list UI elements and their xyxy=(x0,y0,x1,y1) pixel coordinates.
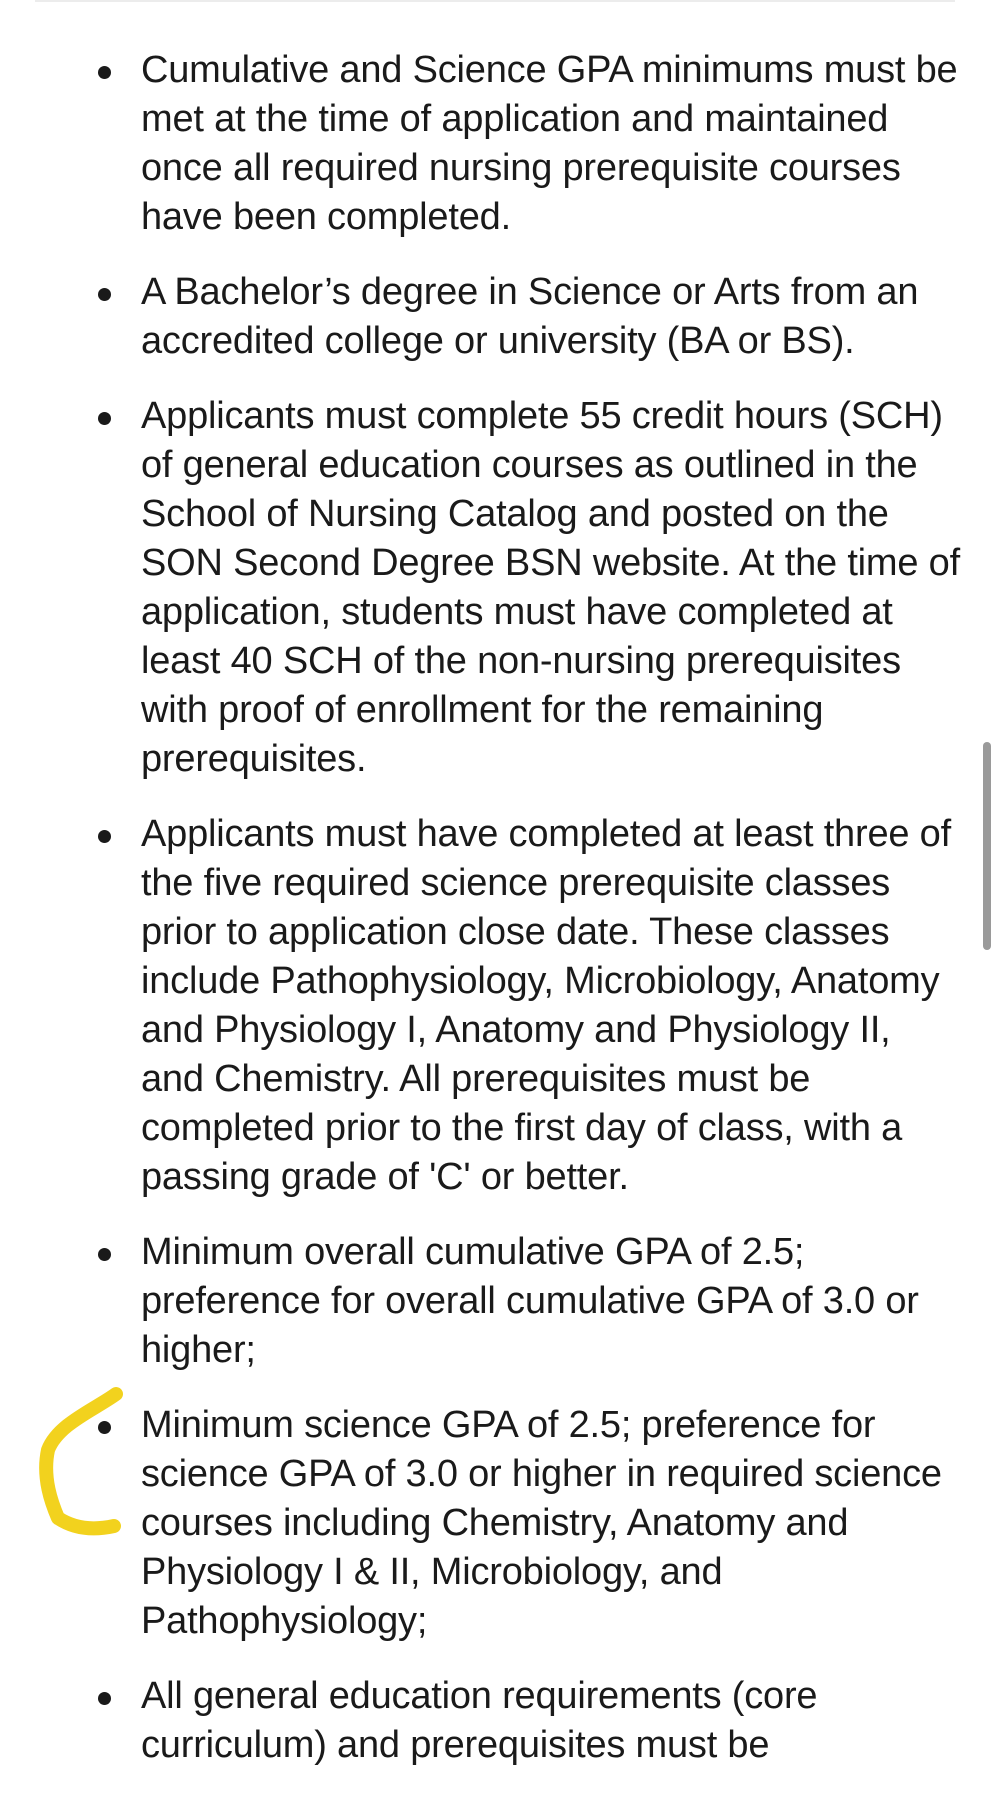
requirement-item-science-prerequisites xyxy=(0,810,1000,1202)
bullet-icon xyxy=(98,288,111,301)
requirements-list xyxy=(0,46,1000,1796)
highlighter-stroke xyxy=(46,1394,116,1528)
requirement-text: Minimum overall cumulative GPA of 2.5; preference for overall cumulative GPA of 3.0 or higher; xyxy=(141,1231,919,1371)
requirement-item-general-education xyxy=(0,1672,1000,1770)
bullet-icon xyxy=(98,830,111,843)
requirement-item-gpa-minimums xyxy=(0,46,1000,242)
requirement-item-bachelors-degree xyxy=(0,268,1000,366)
scrollbar-thumb[interactable] xyxy=(983,742,991,950)
bullet-icon xyxy=(98,1692,111,1705)
requirement-item-cumulative-gpa xyxy=(0,1228,1000,1375)
highlighter-bracket-annotation xyxy=(36,1380,136,1540)
bullet-icon xyxy=(98,412,111,425)
requirement-item-credit-hours xyxy=(0,392,1000,784)
requirement-text: Minimum science GPA of 2.5; preference for science GPA of 3.0 or higher in required science courses including Chemistry, Anatomy and Physiology I & II, Microbiology, and Pathophysiology; xyxy=(141,1404,942,1642)
requirement-text: Applicants must have completed at least three of the five required science prerequisite classes prior to application close date. These classes include Pathophysiology, Microbiology, Anatomy and Physiology I, Anatomy and Physiology II, and Chemistry. All prerequisites must be completed prior to the first day of class, with a passing grade of 'C' or better. xyxy=(141,813,951,1198)
requirement-text: All general education requirements (core curriculum) and prerequisites must be xyxy=(141,1675,818,1766)
requirement-item-science-gpa xyxy=(0,1401,1000,1646)
requirement-text: Cumulative and Science GPA minimums must be met at the time of application and maintained once all required nursing prerequisite courses have been completed. xyxy=(141,49,958,238)
top-divider xyxy=(35,0,955,2)
bullet-icon xyxy=(98,66,111,79)
requirement-text: Applicants must complete 55 credit hours (SCH) of general education courses as outlined in the School of Nursing Catalog and posted on the SON Second Degree BSN website. At the time of application, students must have completed at least 40 SCH of the non-nursing prerequisites with proof of enrollment for the remaining prerequisites. xyxy=(141,395,960,780)
bullet-icon xyxy=(98,1248,111,1261)
requirement-text: A Bachelor’s degree in Science or Arts from an accredited college or university (BA or BS). xyxy=(141,271,919,362)
